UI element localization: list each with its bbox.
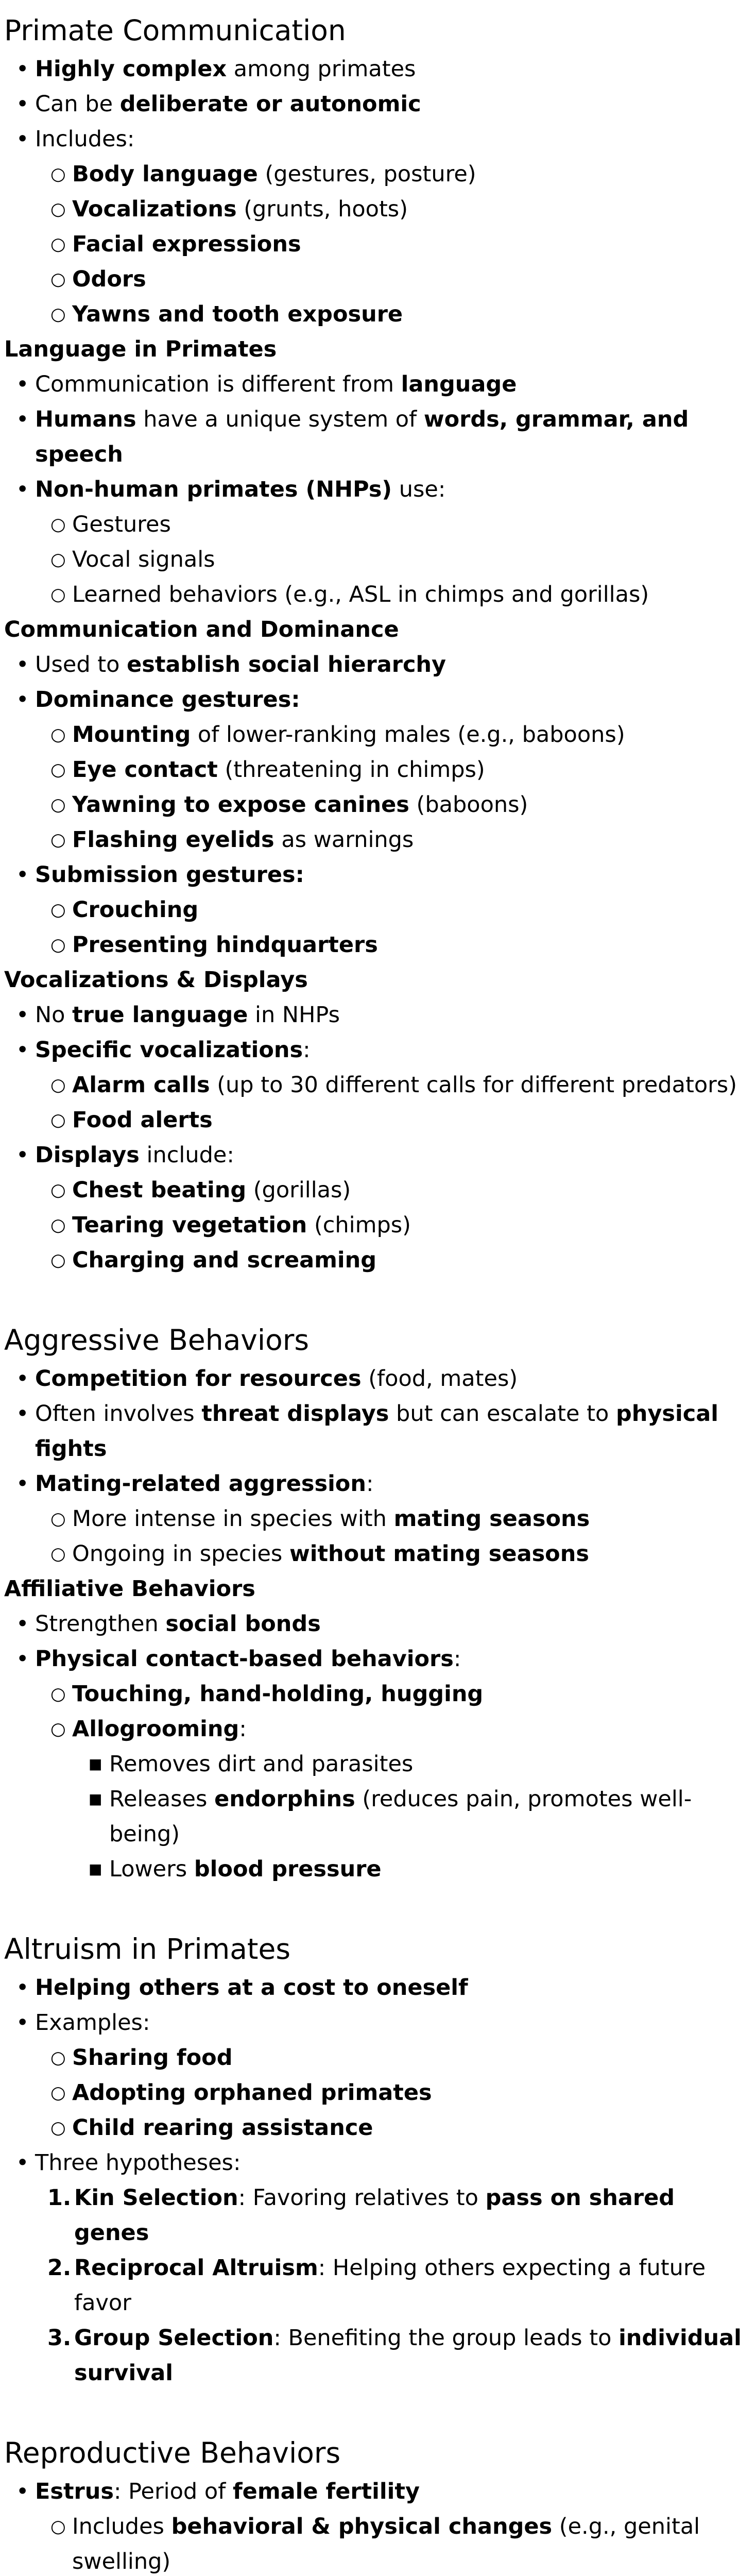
bold-text: Non-human primates (NHPs): [35, 477, 392, 502]
list-item: [72, 1501, 746, 1536]
text: Three hypotheses:: [35, 2150, 241, 2176]
bold-text: blood pressure: [194, 1856, 382, 1882]
bold-text: Allogrooming: [72, 1716, 239, 1742]
text: Ongoing in species: [72, 1541, 290, 1567]
text: (gorillas): [246, 1177, 351, 1203]
bold-text: Physical contact-based behaviors: [35, 1646, 454, 1672]
list-item: [35, 1641, 746, 1887]
vocalizations-list: [35, 1067, 746, 1138]
list-item: [72, 2110, 746, 2145]
text: (food, mates): [361, 1366, 518, 1392]
text: (threatening in chimps): [217, 757, 485, 783]
bold-text: endorphins: [214, 1786, 355, 1812]
list-item: [35, 1361, 746, 1396]
text: have a unique system of: [136, 406, 424, 432]
submission-gestures-list: [35, 892, 746, 962]
bold-text: Child rearing assistance: [72, 2115, 373, 2141]
list-item: [35, 367, 746, 402]
list-item: [72, 927, 746, 962]
bold-text: behavioral & physical changes: [171, 2514, 553, 2539]
text: (up to 30 different calls for different predators): [210, 1072, 737, 1098]
bold-text: Mounting: [72, 722, 191, 748]
list-item: [35, 87, 746, 122]
list-item: [35, 997, 746, 1032]
bold-text: pass on shared genes: [74, 2185, 675, 2246]
spacer: [4, 1278, 746, 1319]
bold-text: Sharing food: [72, 2045, 233, 2071]
list-item: [72, 262, 746, 297]
bold-text: Facial expressions: [72, 231, 301, 257]
bold-text: Competition for resources: [35, 1366, 362, 1392]
altruism-examples-list: [35, 2040, 746, 2145]
list-item: [72, 1711, 746, 1887]
list-item: [72, 1103, 746, 1138]
text: among primates: [227, 56, 416, 82]
list-item: [72, 1536, 746, 1571]
list-item: [74, 2180, 746, 2250]
bold-text: true language: [72, 1002, 248, 1028]
text: More intense in species with: [72, 1506, 394, 1532]
hypotheses-list: [35, 2180, 746, 2391]
text: as warnings: [274, 827, 414, 853]
list-item: [74, 2250, 746, 2320]
bold-text: Presenting hindquarters: [72, 932, 378, 958]
text: use:: [392, 477, 446, 502]
list-item: ■ Removes dirt and parasites: [109, 1747, 746, 1782]
list-item: [72, 1067, 746, 1103]
heading-primate-communication: Primate Communication: [4, 14, 346, 47]
bold-text: Reciprocal Altruism: [74, 2255, 318, 2281]
affiliative-list: [4, 1606, 746, 1887]
text: :: [366, 1471, 374, 1497]
text: (reduces pain, promotes well-being): [109, 1786, 692, 1847]
bold-text: Eye contact: [72, 757, 218, 783]
list-item: [35, 2474, 746, 2576]
list-item: [72, 1676, 746, 1711]
list-item: [35, 472, 746, 612]
aggressive-list: [4, 1361, 746, 1571]
list-item: [72, 787, 746, 822]
bold-text: Specific vocalizations: [35, 1037, 303, 1063]
list-item: [35, 1466, 746, 1571]
text: Releases: [109, 1786, 215, 1812]
list-item: [35, 2145, 746, 2391]
bold-text: Humans: [35, 406, 136, 432]
text: :: [303, 1037, 311, 1063]
spacer: [4, 1887, 746, 1928]
text: : Period of: [113, 2479, 233, 2504]
bold-text: Body language: [72, 161, 258, 187]
bold-text: Group Selection: [74, 2325, 274, 2351]
heading-altruism-in-primates: Altruism in Primates: [4, 1933, 290, 1965]
list-item: [35, 1032, 746, 1138]
bold-text: Submission gestures:: [35, 862, 304, 888]
heading-communication-and-dominance: Communication and Dominance: [4, 617, 399, 642]
text: (gestures, posture): [257, 161, 476, 187]
reproductive-list: [4, 2474, 746, 2576]
heading-aggressive-behaviors: Aggressive Behaviors: [4, 1324, 310, 1357]
text: (grunts, hoots): [236, 196, 408, 222]
list-item: [109, 1852, 746, 1887]
text: of lower-ranking males (e.g., baboons): [191, 722, 625, 748]
list-item: [35, 682, 746, 857]
bold-text: Tearing vegetation: [72, 1212, 307, 1238]
list-item: [35, 1138, 746, 1278]
list-item: [72, 892, 746, 927]
list-item: [72, 297, 746, 332]
mating-aggression-list: [35, 1501, 746, 1571]
bold-text: Dominance gestures:: [35, 687, 300, 713]
text: No: [35, 1002, 73, 1028]
text: (e.g., genital swelling): [72, 2514, 700, 2574]
bold-text: Vocalizations: [72, 196, 237, 222]
list-item: ○ Learned behaviors (e.g., ASL in chimps and gorillas): [72, 577, 746, 612]
text: : Benefiting the group leads to: [273, 2325, 619, 2351]
list-item: [72, 752, 746, 787]
list-item: [35, 1396, 746, 1466]
bold-text: Crouching: [72, 897, 199, 923]
text: include:: [139, 1142, 234, 1168]
list-item: [35, 2005, 746, 2145]
bold-text: physical fights: [35, 1401, 719, 1462]
text: : Favoring relatives to: [238, 2185, 486, 2211]
bold-text: Helping others at a cost to oneself: [35, 1975, 468, 2001]
list-item: [72, 717, 746, 752]
bold-text: Touching, hand-holding, hugging: [72, 1681, 484, 1707]
text: :: [453, 1646, 461, 1672]
text: (baboons): [409, 792, 528, 818]
heading-language-in-primates: Language in Primates: [4, 336, 277, 362]
text: Includes:: [35, 126, 135, 152]
altruism-list: [4, 1970, 746, 2391]
vocal-list: [4, 997, 746, 1278]
bold-text: Alarm calls: [72, 1072, 210, 1098]
text: in NHPs: [248, 1002, 340, 1028]
heading-reproductive-behaviors: Reproductive Behaviors: [4, 2436, 341, 2469]
list-item: [72, 822, 746, 857]
list-item: [35, 402, 746, 472]
heading-affiliative-behaviors: Affiliative Behaviors: [4, 1576, 255, 1602]
text: Includes: [72, 2514, 171, 2539]
text: Often involves: [35, 1401, 202, 1427]
text: : Helping others expecting a future favor: [74, 2255, 706, 2316]
allogrooming-list: [72, 1747, 746, 1887]
bold-text: Odors: [72, 266, 146, 292]
communication-list: [4, 52, 746, 332]
bold-text: establish social hierarchy: [127, 652, 446, 677]
contact-behaviors-list: [35, 1676, 746, 1887]
text: Examples:: [35, 2010, 150, 2036]
bold-text: Kin Selection: [74, 2185, 238, 2211]
list-item: [72, 1208, 746, 1243]
text: Can be: [35, 91, 120, 117]
dominance-gestures-list: [35, 717, 746, 857]
list-item: ○ Gestures: [72, 507, 746, 542]
bold-text: words, grammar, and speech: [35, 406, 689, 467]
bold-text: individual survival: [74, 2325, 742, 2386]
list-item: ○ Vocal signals: [72, 542, 746, 577]
bold-text: female fertility: [232, 2479, 420, 2504]
bold-text: Yawns and tooth exposure: [72, 301, 403, 327]
text: Lowers: [109, 1856, 194, 1882]
list-item: [35, 1606, 746, 1641]
nhp-uses-list: [35, 507, 746, 612]
bold-text: Highly complex: [35, 56, 227, 82]
list-item: [72, 2075, 746, 2110]
dominance-list: [4, 647, 746, 962]
bold-text: Estrus: [35, 2479, 114, 2504]
text: (chimps): [307, 1212, 411, 1238]
bold-text: Chest beating: [72, 1177, 247, 1203]
text: :: [239, 1716, 247, 1742]
text: Used to: [35, 652, 127, 677]
list-item: [72, 2509, 746, 2576]
list-item: [74, 2320, 746, 2391]
bold-text: social bonds: [165, 1611, 321, 1637]
text: Communication is different from: [35, 371, 401, 397]
list-item: [72, 1173, 746, 1208]
text: Strengthen: [35, 1611, 166, 1637]
bold-text: without mating seasons: [289, 1541, 589, 1567]
bold-text: deliberate or autonomic: [119, 91, 421, 117]
language-list: [4, 367, 746, 612]
list-item: [35, 52, 746, 87]
text: but can escalate to: [389, 1401, 616, 1427]
bold-text: Mating-related aggression: [35, 1471, 366, 1497]
list-item: [35, 122, 746, 332]
list-item: [72, 227, 746, 262]
list-item: [72, 2040, 746, 2075]
bold-text: Food alerts: [72, 1107, 213, 1133]
bold-text: Charging and screaming: [72, 1247, 377, 1273]
displays-list: [35, 1173, 746, 1278]
list-item: [72, 1243, 746, 1278]
includes-list: [35, 157, 746, 332]
list-item: [35, 857, 746, 962]
bold-text: mating seasons: [393, 1506, 590, 1532]
list-item: [72, 157, 746, 192]
estrus-list: [35, 2509, 746, 2576]
bold-text: Flashing eyelids: [72, 827, 274, 853]
bold-text: threat displays: [201, 1401, 389, 1427]
list-item: [109, 1782, 746, 1852]
bold-text: Displays: [35, 1142, 140, 1168]
list-item: [35, 1970, 746, 2005]
spacer: [4, 2391, 746, 2432]
list-item: [72, 192, 746, 227]
bold-text: language: [401, 371, 517, 397]
heading-vocalizations-displays: Vocalizations & Displays: [4, 967, 308, 993]
bold-text: Adopting orphaned primates: [72, 2080, 432, 2106]
list-item: [35, 647, 746, 682]
bold-text: Yawning to expose canines: [72, 792, 409, 818]
